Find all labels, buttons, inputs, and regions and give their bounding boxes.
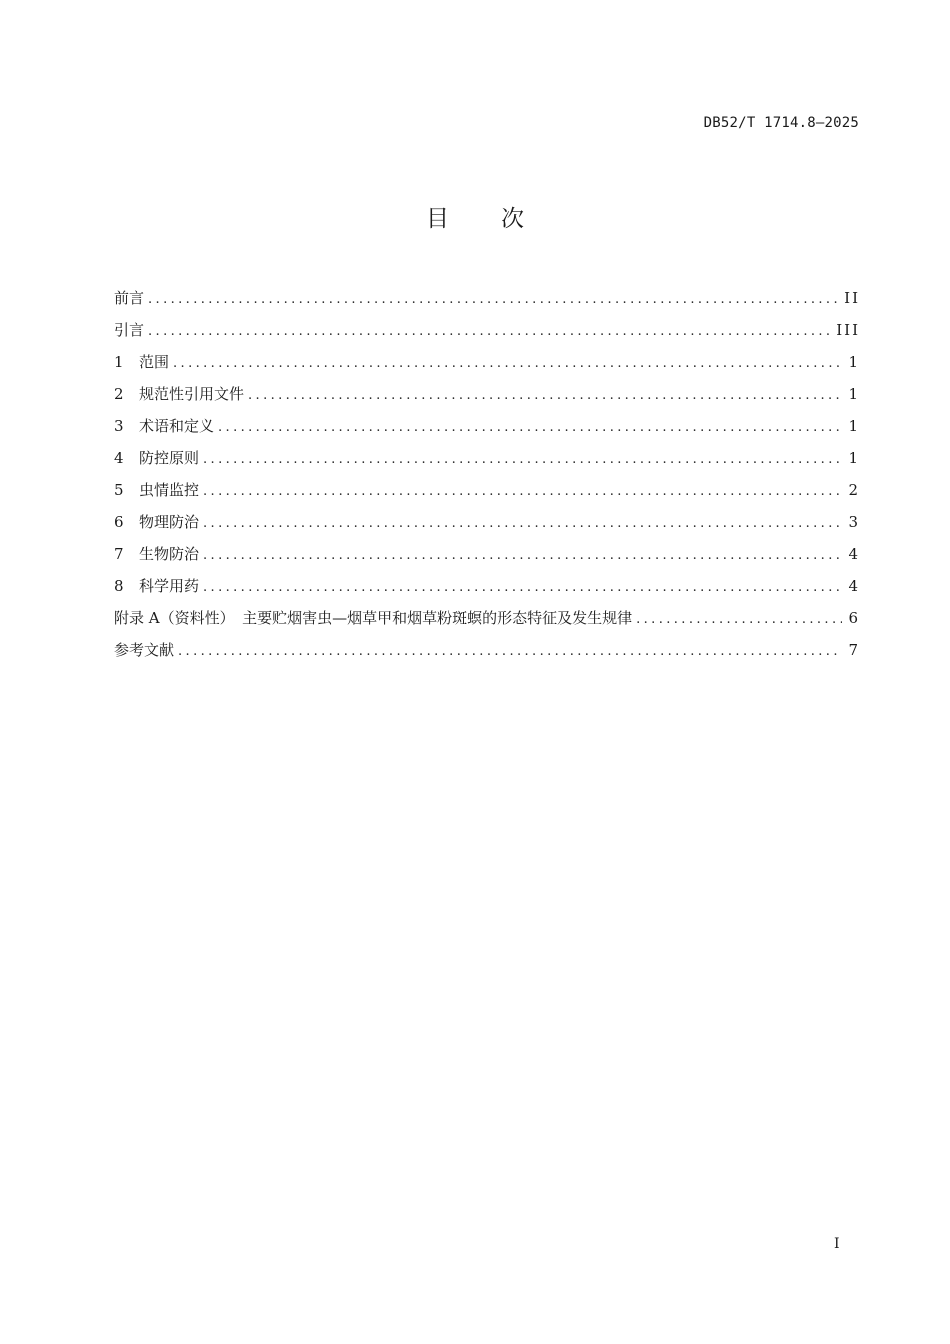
toc-entry-page: II xyxy=(844,289,860,307)
toc-entry-label: 范围 xyxy=(139,353,170,371)
toc-leader-dots xyxy=(203,516,842,531)
toc-entry-number: 8 xyxy=(114,577,124,595)
title-char-2: 次 xyxy=(501,206,524,232)
toc-entry-label: 附录 A（资料性） 主要贮烟害虫—烟草甲和烟草粉斑螟的形态特征及发生规律 xyxy=(114,609,633,627)
toc-entry-page: 1 xyxy=(848,417,860,435)
toc-leader-dots xyxy=(203,580,842,595)
toc-entry-biological-control[interactable] xyxy=(114,543,860,575)
toc-entry-bibliography[interactable] xyxy=(114,639,860,671)
toc-entry-page: 1 xyxy=(848,449,860,467)
toc-entry-page: 4 xyxy=(848,545,860,563)
toc-leader-dots xyxy=(178,644,842,659)
toc-entry-page: 1 xyxy=(848,385,860,403)
toc-entry-appendix-a[interactable] xyxy=(114,607,860,639)
toc-entry-scientific-pesticide-use[interactable] xyxy=(114,575,860,607)
toc-leader-dots xyxy=(203,548,842,563)
toc-leader-dots xyxy=(636,612,842,627)
page-title xyxy=(0,200,950,233)
toc-entry-page: 6 xyxy=(848,609,860,627)
toc-entry-number: 6 xyxy=(114,513,124,531)
toc-entry-page: 4 xyxy=(848,577,860,595)
toc-leader-dots xyxy=(148,324,830,339)
toc-entry-number: 3 xyxy=(114,417,124,435)
toc-leader-dots xyxy=(218,420,842,435)
toc-entry-physical-control[interactable] xyxy=(114,511,860,543)
document-code: DB52/T 1714.8—2025 xyxy=(703,115,859,131)
toc-entry-page: 3 xyxy=(848,513,860,531)
toc-entry-label: 生物防治 xyxy=(139,545,200,563)
toc-entry-control-principles[interactable] xyxy=(114,447,860,479)
toc-entry-pest-monitoring[interactable] xyxy=(114,479,860,511)
toc-entry-page: 7 xyxy=(848,641,860,659)
toc-entry-label: 虫情监控 xyxy=(139,481,200,499)
toc-entry-number: 1 xyxy=(114,353,124,371)
toc-entry-label: 参考文献 xyxy=(114,641,175,659)
toc-entry-label: 科学用药 xyxy=(139,577,200,595)
toc-entry-foreword[interactable] xyxy=(114,287,860,319)
toc-entry-label: 物理防治 xyxy=(139,513,200,531)
toc-entry-label: 术语和定义 xyxy=(139,417,215,435)
toc-entry-scope[interactable] xyxy=(114,351,860,383)
toc-entry-label: 防控原则 xyxy=(139,449,200,467)
toc-entry-number: 5 xyxy=(114,481,124,499)
toc-entry-label: 引言 xyxy=(114,321,145,339)
toc-leader-dots xyxy=(203,452,842,467)
toc-leader-dots xyxy=(148,292,838,307)
toc-entry-page: 2 xyxy=(848,481,860,499)
table-of-contents xyxy=(114,287,860,671)
toc-entry-number: 7 xyxy=(114,545,124,563)
toc-entry-label: 前言 xyxy=(114,289,145,307)
toc-leader-dots xyxy=(203,484,842,499)
toc-leader-dots xyxy=(173,356,842,371)
toc-entry-page: III xyxy=(836,321,860,339)
toc-entry-normative-references[interactable] xyxy=(114,383,860,415)
toc-entry-terms-definitions[interactable] xyxy=(114,415,860,447)
toc-entry-introduction[interactable] xyxy=(114,319,860,351)
toc-entry-number: 4 xyxy=(114,449,124,467)
toc-leader-dots xyxy=(248,388,842,403)
toc-entry-page: 1 xyxy=(848,353,860,371)
title-char-1: 目 xyxy=(426,206,449,232)
toc-entry-number: 2 xyxy=(114,385,124,403)
page-number: I xyxy=(834,1236,840,1252)
toc-entry-label: 规范性引用文件 xyxy=(139,385,245,403)
